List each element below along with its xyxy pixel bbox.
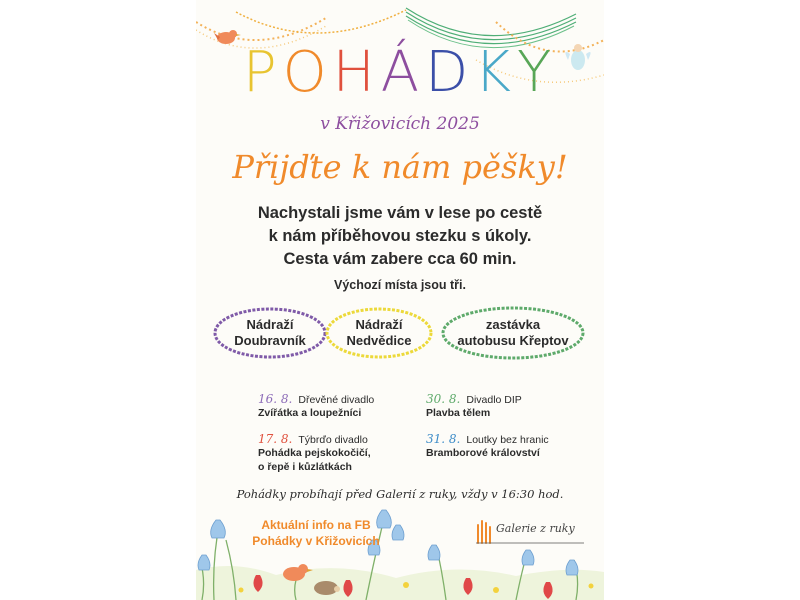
title-letter: H [332, 40, 381, 105]
event-venue: Dřevěné divadlo [298, 394, 375, 406]
station-nedvedice [324, 306, 434, 360]
event-date: 30. 8. [426, 392, 461, 406]
title-letter: P [242, 40, 283, 105]
station-label: Nedvědice [346, 333, 412, 348]
station-label: Nádraží [355, 317, 403, 332]
poster-subtitle: v Křižovicích 2025 [320, 114, 480, 134]
title-letter: Y [516, 40, 558, 105]
poster [196, 0, 604, 600]
title-letter: Á [380, 40, 426, 105]
event-show: Zvířátka a loupežníci [258, 407, 362, 419]
event-16-8 [258, 392, 374, 420]
event-date: 17. 8. [258, 432, 293, 446]
event-show: Plavba tělem [426, 407, 491, 419]
title-letter: O [282, 40, 333, 105]
station-label: Nádraží [246, 317, 294, 332]
event-17-8 [258, 432, 371, 474]
headline: Přijďte k nám pěšky! [232, 148, 568, 186]
station-label: Doubravník [234, 333, 306, 348]
event-venue: Divadlo DIP [466, 394, 522, 406]
event-show: Bramborové království [426, 447, 540, 459]
title-letter: K [474, 40, 517, 105]
event-date: 31. 8. [426, 432, 461, 446]
intro-text [196, 202, 604, 271]
schedule-note: Pohádky probíhají před Galerií z ruky, vždy v 16:30 hod. [236, 487, 564, 501]
event-venue: Loutky bez hranic [466, 434, 549, 446]
starting-points-label: Výchozí místa jsou tři. [334, 278, 466, 292]
facebook-info-line: Pohádky v Křižovicích [252, 534, 380, 548]
gallery-logo [474, 515, 594, 551]
station-doubravnik [212, 306, 328, 360]
event-31-8 [426, 432, 549, 460]
station-kreptov [440, 305, 586, 361]
event-venue: Týbrďo divadlo [298, 434, 368, 446]
event-show: o řepě i kůzlátkách [258, 461, 352, 473]
event-date: 16. 8. [258, 392, 293, 406]
intro-line: Nachystali jsme vám v lese po cestě [257, 204, 543, 222]
gallery-logo-text: Galerie z ruky [496, 522, 575, 535]
station-label: autobusu Křeptov [457, 333, 569, 348]
station-label: zastávka [485, 317, 541, 332]
event-30-8 [426, 392, 522, 420]
poster-title [196, 40, 604, 105]
facebook-info [226, 517, 406, 549]
title-letter: D [425, 40, 475, 105]
facebook-info-line: Aktuální info na FB [261, 518, 371, 532]
intro-line: Cesta vám zabere cca 60 min. [283, 250, 517, 268]
intro-line: k nám příběhovou stezku s úkoly. [268, 227, 532, 245]
event-show: Pohádka pejskokočičí, [258, 447, 371, 459]
